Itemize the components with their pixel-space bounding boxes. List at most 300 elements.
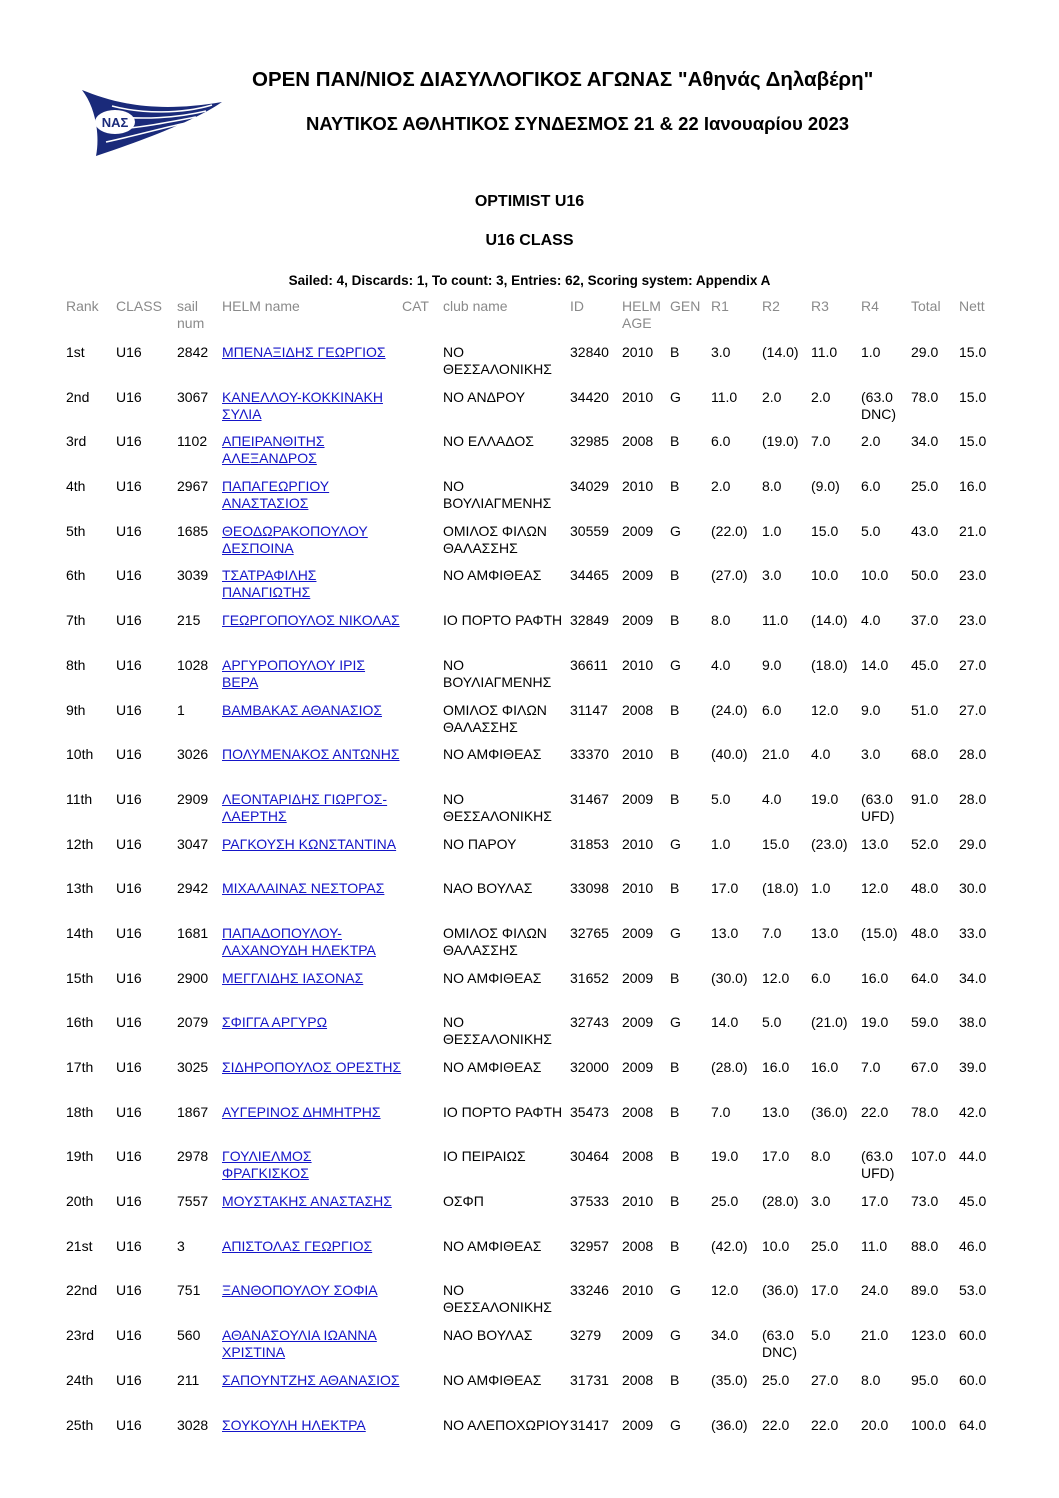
cell-r4: 2.0 <box>861 433 881 450</box>
cell-total: 73.0 <box>911 1193 939 1210</box>
cell-total: 51.0 <box>911 701 939 718</box>
cell-total: 48.0 <box>911 880 939 897</box>
cell-r3: 12.0 <box>811 701 839 718</box>
cell-rank: 3rd <box>66 433 87 450</box>
col-header-sail: sail num <box>177 298 205 331</box>
cell-total: 89.0 <box>911 1282 939 1299</box>
cell-club: ΝΟ ΕΛΛΑΔΟΣ <box>443 433 534 450</box>
cell-club: ΝΟ ΘΕΣΣΑΛΟΝΙΚΗΣ <box>443 1014 552 1048</box>
cell-r3: 3.0 <box>811 1193 831 1210</box>
cell-r3: 16.0 <box>811 1059 839 1075</box>
cell-r3: 4.0 <box>811 746 831 763</box>
cell-sail: 3026 <box>177 746 209 763</box>
cell-sail: 3039 <box>177 567 209 584</box>
cell-cat <box>402 970 443 1015</box>
cell-rank: 24th <box>66 1371 94 1388</box>
cell-gen: B <box>670 1193 680 1210</box>
helm-name-link[interactable]: ΠΑΠΑΔΟΠΟΥΛΟΥ-ΛΑΧΑΝΟΥΔΗ ΗΛΕΚΤΡΑ <box>222 924 376 958</box>
cell-club: ΝΟ ΑΛΕΠΟΧΩΡΙΟΥ <box>443 1416 569 1433</box>
cell-club: ΝΟ ΘΕΣΣΑΛΟΝΙΚΗΣ <box>443 790 552 824</box>
table-row <box>62 1372 999 1417</box>
cell-rank: 20th <box>66 1193 94 1210</box>
cell-gen: B <box>670 344 680 360</box>
cell-cat <box>402 880 443 925</box>
cell-r2: 12.0 <box>762 969 790 986</box>
cell-class: U16 <box>116 1371 142 1388</box>
cell-r1: 11.0 <box>711 388 738 405</box>
cell-cat <box>402 1014 443 1059</box>
cell-gen: B <box>670 969 680 986</box>
cell-sail: 7557 <box>177 1193 209 1210</box>
cell-nett: 28.0 <box>959 746 987 763</box>
cell-nett: 60.0 <box>959 1371 987 1388</box>
cell-r1: (24.0) <box>711 701 748 718</box>
cell-sail: 2942 <box>177 880 209 897</box>
cell-sail: 1028 <box>177 656 209 673</box>
class-subtitle: U16 CLASS <box>485 232 574 249</box>
cell-age: 2010 <box>622 344 654 360</box>
cell-age: 2009 <box>622 1416 654 1433</box>
cell-r2: 11.0 <box>762 612 789 629</box>
helm-name-link[interactable]: ΑΠΙΣΤΟΛΑΣ ΓΕΩΡΓΙΟΣ <box>222 1237 373 1254</box>
table-row <box>62 1104 999 1149</box>
cell-helm <box>222 925 402 970</box>
cell-nett: 27.0 <box>959 701 987 718</box>
cell-r3: 11.0 <box>811 344 838 360</box>
table-header-row <box>62 298 999 344</box>
table-row <box>62 1327 999 1372</box>
cell-club: ΝΟ ΠΑΡΟΥ <box>443 835 517 852</box>
cell-class: U16 <box>116 567 142 584</box>
results-body <box>62 344 999 1461</box>
cell-nett: 27.0 <box>959 656 987 673</box>
cell-club: ΝΑΟ ΒΟΥΛΑΣ <box>443 1327 533 1344</box>
cell-r3: (23.0) <box>811 835 848 852</box>
cell-club: ΝΟ ΘΕΣΣΑΛΟΝΙΚΗΣ <box>443 344 552 377</box>
cell-class: U16 <box>116 835 142 852</box>
cell-helm <box>222 1059 402 1104</box>
cell-nett: 23.0 <box>959 612 987 629</box>
cell-age: 2010 <box>622 746 654 763</box>
cell-id: 31731 <box>570 1371 609 1388</box>
cell-id: 36611 <box>570 656 608 673</box>
cell-helm <box>222 836 402 881</box>
cell-helm <box>222 523 402 568</box>
cell-club: ΝΟ ΑΜΦΙΘΕΑΣ <box>443 969 542 986</box>
cell-r1: 14.0 <box>711 1014 739 1031</box>
helm-name-link[interactable]: ΞΑΝΘΟΠΟΥΛΟΥ ΣΟΦΙΑ <box>222 1282 378 1299</box>
cell-age: 2008 <box>622 1371 654 1388</box>
cell-r4: 17.0 <box>861 1193 889 1210</box>
cell-r4: 6.0 <box>861 478 881 495</box>
cell-sail: 3067 <box>177 388 209 405</box>
helm-name-link[interactable]: ΑΡΓΥΡΟΠΟΥΛΟΥ ΙΡΙΣ ΒΕΡΑ <box>222 656 366 690</box>
cell-nett: 15.0 <box>959 433 987 450</box>
table-row <box>62 746 999 791</box>
cell-r1: (36.0) <box>711 1416 748 1433</box>
cell-helm <box>222 478 402 523</box>
cell-gen: G <box>670 924 681 941</box>
cell-age: 2010 <box>622 880 654 897</box>
helm-name-link[interactable]: ΒΑΜΒΑΚΑΣ ΑΘΑΝΑΣΙΟΣ <box>222 701 383 718</box>
cell-club: ΝΟ ΑΜΦΙΘΕΑΣ <box>443 1237 542 1254</box>
cell-cat <box>402 791 443 836</box>
cell-class: U16 <box>116 746 142 763</box>
cell-nett: 45.0 <box>959 1193 987 1210</box>
cell-total: 50.0 <box>911 567 939 584</box>
cell-sail: 1 <box>177 701 185 718</box>
helm-name-link[interactable]: ΣΑΠΟΥΝΤΖΗΣ ΑΘΑΝΑΣΙΟΣ <box>222 1371 400 1388</box>
cell-nett: 29.0 <box>959 835 987 852</box>
cell-sail: 1685 <box>177 522 209 539</box>
page-title: OPEN ΠΑΝ/ΝΙΟΣ ΔΙΑΣΥΛΛΟΓΙΚΟΣ ΑΓΩΝΑΣ "Αθηνάς Δηλαβέρη" <box>252 68 874 91</box>
table-row <box>62 880 999 925</box>
cell-r4: 13.0 <box>861 835 889 852</box>
cell-total: 43.0 <box>911 522 939 539</box>
cell-class: U16 <box>116 1193 142 1210</box>
cell-r1: (35.0) <box>711 1371 748 1388</box>
cell-helm <box>222 612 402 657</box>
cell-club: ΝΟ ΒΟΥΛΙΑΓΜΕΝΗΣ <box>443 656 552 690</box>
cell-cat <box>402 523 443 568</box>
cell-helm <box>222 1417 402 1462</box>
cell-r3: 2.0 <box>811 388 831 405</box>
cell-age: 2008 <box>622 701 654 718</box>
cell-class: U16 <box>116 433 142 450</box>
cell-total: 78.0 <box>911 1103 939 1120</box>
cell-r1: 6.0 <box>711 433 731 450</box>
series-summary: Sailed: 4, Discards: 1, To count: 3, Entries: 62, Scoring system: Appendix A <box>288 273 771 288</box>
cell-total: 29.0 <box>911 344 939 360</box>
cell-r1: 8.0 <box>711 612 731 629</box>
cell-nett: 28.0 <box>959 790 987 807</box>
table-row <box>62 612 999 657</box>
col-header-helm: HELM name <box>222 298 300 314</box>
cell-r2: 21.0 <box>762 746 790 763</box>
cell-id: 3279 <box>570 1327 602 1344</box>
helm-name-link[interactable]: ΓΟΥΛΙΕΛΜΟΣ ΦΡΑΓΚΙΣΚΟΣ <box>222 1148 312 1182</box>
cell-age: 2009 <box>622 522 654 539</box>
cell-id: 33370 <box>570 746 609 763</box>
cell-r2: 22.0 <box>762 1416 790 1433</box>
helm-name-link[interactable]: ΠΑΠΑΓΕΩΡΓΙΟΥ ΑΝΑΣΤΑΣΙΟΣ <box>222 478 330 512</box>
cell-cat <box>402 389 443 434</box>
cell-r4: 4.0 <box>861 612 881 629</box>
cell-sail: 3047 <box>177 835 209 852</box>
cell-rank: 5th <box>66 522 86 539</box>
cell-club: ΟΜΙΛΟΣ ΦΙΛΩΝ ΘΑΛΑΣΣΗΣ <box>443 701 547 735</box>
cell-id: 33246 <box>570 1282 609 1299</box>
cell-rank: 22nd <box>66 1282 98 1299</box>
cell-id: 31467 <box>570 790 609 807</box>
cell-rank: 6th <box>66 567 86 584</box>
cell-r1: 19.0 <box>711 1148 739 1165</box>
cell-nett: 30.0 <box>959 880 987 897</box>
cell-club: ΙΟ ΠΟΡΤΟ ΡΑΦΤΗ <box>443 1103 563 1120</box>
cell-sail: 2909 <box>177 790 209 807</box>
cell-club: ΝΟ ΑΜΦΙΘΕΑΣ <box>443 746 542 763</box>
cell-r2: (19.0) <box>762 433 799 450</box>
cell-cat <box>402 1104 443 1149</box>
cell-gen: B <box>670 1237 680 1254</box>
cell-helm <box>222 880 402 925</box>
cell-sail: 2900 <box>177 969 209 986</box>
cell-cat <box>402 1148 443 1193</box>
cell-nett: 21.0 <box>959 522 987 539</box>
cell-r3: (18.0) <box>811 656 848 673</box>
cell-gen: G <box>670 1282 681 1299</box>
helm-name-link[interactable]: ΑΥΓΕΡΙΝΟΣ ΔΗΜΗΤΡΗΣ <box>222 1103 381 1120</box>
cell-cat <box>402 925 443 970</box>
cell-club: ΝΟ ΘΕΣΣΑΛΟΝΙΚΗΣ <box>443 1282 552 1316</box>
cell-gen: B <box>670 790 680 807</box>
cell-r4: 12.0 <box>861 880 889 897</box>
cell-nett: 33.0 <box>959 924 987 941</box>
helm-name-link[interactable]: ΣΙΔΗΡΟΠΟΥΛΟΣ ΟΡΕΣΤΗΣ <box>222 1059 402 1075</box>
cell-sail: 2978 <box>177 1148 209 1165</box>
cell-age: 2008 <box>622 1148 654 1165</box>
cell-r3: (36.0) <box>811 1103 848 1120</box>
cell-r4: 16.0 <box>861 969 889 986</box>
cell-rank: 7th <box>66 612 86 629</box>
cell-class: U16 <box>116 1014 142 1031</box>
helm-name-link[interactable]: ΚΑΝΕΛΛΟΥ-ΚΟΚΚΙΝΑΚΗ ΣΥΛΙΑ <box>222 388 383 422</box>
cell-club: ΙΟ ΠΟΡΤΟ ΡΑΦΤΗ <box>443 612 563 629</box>
cell-rank: 23rd <box>66 1327 95 1344</box>
cell-r4: (15.0) <box>861 924 898 941</box>
helm-name-link[interactable]: ΜΕΓΓΛΙΔΗΣ ΙΑΣΟΝΑΣ <box>222 969 364 986</box>
cell-r1: 12.0 <box>711 1282 739 1299</box>
cell-class: U16 <box>116 1282 142 1299</box>
cell-gen: G <box>670 656 681 673</box>
cell-helm <box>222 1014 402 1059</box>
cell-class: U16 <box>116 612 142 629</box>
cell-age: 2009 <box>622 924 654 941</box>
cell-total: 78.0 <box>911 388 939 405</box>
cell-total: 95.0 <box>911 1371 939 1388</box>
table-row <box>62 791 999 836</box>
cell-r1: (27.0) <box>711 567 748 584</box>
cell-r4: 22.0 <box>861 1103 889 1120</box>
cell-nett: 15.0 <box>959 344 987 360</box>
cell-total: 25.0 <box>911 478 939 495</box>
helm-name-link[interactable]: ΛΕΟΝΤΑΡΙΔΗΣ ΓΙΩΡΓΟΣ-ΛΑΕΡΤΗΣ <box>222 790 388 824</box>
cell-age: 2010 <box>622 656 654 673</box>
cell-r1: 3.0 <box>711 344 731 360</box>
cell-id: 33098 <box>570 880 609 897</box>
cell-id: 30559 <box>570 522 609 539</box>
cell-age: 2009 <box>622 969 654 986</box>
table-row <box>62 657 999 702</box>
cell-cat <box>402 1372 443 1417</box>
cell-cat <box>402 1238 443 1283</box>
cell-helm <box>222 657 402 702</box>
cell-helm <box>222 702 402 747</box>
cell-id: 31652 <box>570 969 609 986</box>
cell-club: ΝΟ ΑΜΦΙΘΕΑΣ <box>443 1371 542 1388</box>
cell-age: 2010 <box>622 1282 654 1299</box>
cell-r3: 25.0 <box>811 1237 839 1254</box>
cell-class: U16 <box>116 1327 142 1344</box>
cell-cat <box>402 1282 443 1327</box>
cell-rank: 2nd <box>66 388 90 405</box>
helm-name-link[interactable]: ΑΘΑΝΑΣΟΥΛΙΑ ΙΩΑΝΝΑ ΧΡΙΣΤΙΝΑ <box>222 1327 377 1361</box>
cell-r4: 24.0 <box>861 1282 889 1299</box>
helm-name-link[interactable]: ΡΑΓΚΟΥΣΗ ΚΩΝΣΤΑΝΤΙΝΑ <box>222 835 397 852</box>
cell-r1: 5.0 <box>711 790 731 807</box>
cell-sail: 3 <box>177 1237 185 1254</box>
cell-rank: 13th <box>66 880 94 897</box>
cell-club: ΝΟ ΑΜΦΙΘΕΑΣ <box>443 567 542 584</box>
cell-cat <box>402 567 443 612</box>
cell-club: ΟΜΙΛΟΣ ΦΙΛΩΝ ΘΑΛΑΣΣΗΣ <box>443 522 547 556</box>
cell-r4: 1.0 <box>861 344 881 360</box>
cell-total: 100.0 <box>911 1416 947 1433</box>
helm-name-link[interactable]: ΣΦΙΓΓΑ ΑΡΓΥΡΩ <box>222 1014 328 1031</box>
cell-r3: (9.0) <box>811 478 840 495</box>
helm-name-link[interactable]: ΣΟΥΚΟΥΛΗ ΗΛΕΚΤΡΑ <box>222 1416 366 1433</box>
table-row <box>62 523 999 568</box>
cell-nett: 16.0 <box>959 478 987 495</box>
cell-r2: 15.0 <box>762 835 790 852</box>
cell-total: 59.0 <box>911 1014 939 1031</box>
cell-rank: 12th <box>66 835 94 852</box>
cell-id: 34420 <box>570 388 609 405</box>
cell-gen: B <box>670 567 680 584</box>
cell-total: 64.0 <box>911 969 939 986</box>
cell-gen: B <box>670 478 680 495</box>
cell-r4: 8.0 <box>861 1371 881 1388</box>
cell-club: ΟΜΙΛΟΣ ΦΙΛΩΝ ΘΑΛΑΣΣΗΣ <box>443 924 547 958</box>
cell-r2: 17.0 <box>762 1148 790 1165</box>
cell-helm <box>222 433 402 478</box>
cell-id: 32985 <box>570 433 609 450</box>
cell-helm <box>222 746 402 791</box>
cell-r3: 15.0 <box>811 522 839 539</box>
cell-club: ΝΟ ΑΝΔΡΟΥ <box>443 388 526 405</box>
cell-age: 2008 <box>622 1237 654 1254</box>
col-header-total: Total <box>911 298 941 314</box>
cell-id: 32765 <box>570 924 609 941</box>
cell-sail: 215 <box>177 612 201 629</box>
cell-age: 2009 <box>622 567 654 584</box>
cell-r2: 1.0 <box>762 522 782 539</box>
cell-r4: 20.0 <box>861 1416 889 1433</box>
cell-helm <box>222 1148 402 1193</box>
cell-gen: G <box>670 1014 681 1031</box>
table-row <box>62 1059 999 1104</box>
table-row <box>62 1238 999 1283</box>
cell-gen: G <box>670 835 681 852</box>
col-header-nett: Nett <box>959 298 985 314</box>
helm-name-link[interactable]: ΜΙΧΑΛΑΙΝΑΣ ΝΕΣΤΟΡΑΣ <box>222 880 385 897</box>
cell-gen: B <box>670 612 680 629</box>
helm-name-link[interactable]: ΠΟΛΥΜΕΝΑΚΟΣ ΑΝΤΩΝΗΣ <box>222 746 400 763</box>
cell-helm <box>222 1193 402 1238</box>
cell-total: 91.0 <box>911 790 939 807</box>
col-header-rank: Rank <box>66 298 99 314</box>
helm-name-link[interactable]: ΜΟΥΣΤΑΚΗΣ ΑΝΑΣΤΑΣΗΣ <box>222 1193 392 1210</box>
helm-name-link[interactable]: ΓΕΩΡΓΟΠΟΥΛΟΣ ΝΙΚΟΛΑΣ <box>222 612 400 629</box>
cell-helm <box>222 1372 402 1417</box>
cell-class: U16 <box>116 478 142 495</box>
cell-r3: 19.0 <box>811 790 839 807</box>
cell-r1: (42.0) <box>711 1237 748 1254</box>
cell-id: 32957 <box>570 1237 609 1254</box>
cell-sail: 1102 <box>177 433 208 450</box>
cell-age: 2010 <box>622 1193 654 1210</box>
cell-cat <box>402 1193 443 1238</box>
cell-nett: 38.0 <box>959 1014 987 1031</box>
helm-name-link[interactable]: ΘΕΟΔΩΡΑΚΟΠΟΥΛΟΥ ΔΕΣΠΟΙΝΑ <box>222 522 368 556</box>
cell-rank: 25th <box>66 1416 94 1433</box>
cell-r4: 21.0 <box>861 1327 889 1344</box>
cell-id: 34465 <box>570 567 609 584</box>
cell-r1: 4.0 <box>711 656 731 673</box>
cell-rank: 9th <box>66 701 86 718</box>
cell-cat <box>402 433 443 478</box>
cell-helm <box>222 1282 402 1327</box>
cell-rank: 11th <box>66 790 93 807</box>
cell-age: 2010 <box>622 388 654 405</box>
cell-r3: 10.0 <box>811 567 839 584</box>
helm-name-link[interactable]: ΤΣΑΤΡΑΦΙΛΗΣ ΠΑΝΑΓΙΩΤΗΣ <box>222 567 317 601</box>
logo-text: ΝΑΣ <box>101 115 129 130</box>
cell-nett: 46.0 <box>959 1237 987 1254</box>
col-header-r3: R3 <box>811 298 829 314</box>
cell-r4: 10.0 <box>861 567 889 584</box>
helm-name-link[interactable]: ΜΠΕΝΑΞΙΔΗΣ ΓΕΩΡΓΙΟΣ <box>222 344 386 360</box>
table-row <box>62 567 999 612</box>
table-row <box>62 1417 999 1462</box>
cell-r3: 1.0 <box>811 880 831 897</box>
cell-r3: (21.0) <box>811 1014 848 1031</box>
cell-r1: (22.0) <box>711 522 748 539</box>
cell-rank: 14th <box>66 924 94 941</box>
cell-total: 123.0 <box>911 1327 947 1344</box>
table-row <box>62 1193 999 1238</box>
helm-name-link[interactable]: ΑΠΕΙΡΑΝΘΙΤΗΣ ΑΛΕΞΑΝΔΡΟΣ <box>222 433 325 467</box>
cell-gen: G <box>670 522 681 539</box>
cell-total: 107.0 <box>911 1148 947 1165</box>
cell-r4: 7.0 <box>861 1059 881 1075</box>
cell-total: 34.0 <box>911 433 939 450</box>
cell-id: 32840 <box>570 344 609 360</box>
cell-rank: 17th <box>66 1059 94 1075</box>
cell-nett: 64.0 <box>959 1416 987 1433</box>
cell-cat <box>402 836 443 881</box>
table-row <box>62 970 999 1015</box>
cell-class: U16 <box>116 1416 142 1433</box>
cell-sail: 751 <box>177 1282 201 1299</box>
cell-r4: 3.0 <box>861 746 881 763</box>
cell-class: U16 <box>116 1237 142 1254</box>
cell-r2: 2.0 <box>762 388 782 405</box>
cell-gen: B <box>670 746 680 763</box>
cell-r1: 25.0 <box>711 1193 739 1210</box>
cell-r1: (28.0) <box>711 1059 748 1075</box>
club-logo <box>82 86 224 158</box>
cell-helm <box>222 970 402 1015</box>
col-header-r1: R1 <box>711 298 729 314</box>
cell-rank: 19th <box>66 1148 94 1165</box>
cell-r2: 9.0 <box>762 656 782 673</box>
cell-id: 31853 <box>570 835 609 852</box>
cell-club: ΝΟ ΑΜΦΙΘΕΑΣ <box>443 1059 542 1075</box>
class-title: OPTIMIST U16 <box>474 193 585 210</box>
cell-r1: (30.0) <box>711 969 748 986</box>
cell-r3: 8.0 <box>811 1148 831 1165</box>
